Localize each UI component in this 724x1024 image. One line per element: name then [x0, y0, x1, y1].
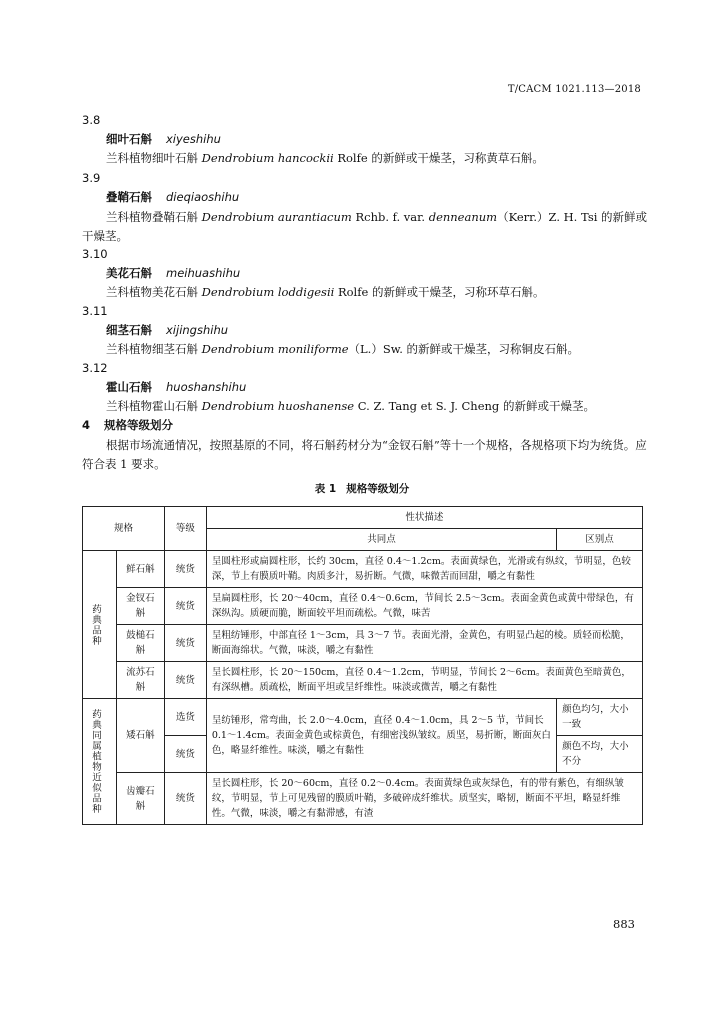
header-desc: 性状描述 [206, 507, 642, 529]
term-heading [106, 379, 246, 395]
diff-desc: 颜色不均，大小不分 [557, 736, 643, 773]
table-header-row [83, 507, 643, 529]
table-number: 表 1 [314, 483, 337, 495]
term-number: 3.12 [82, 361, 108, 375]
latin-name: Dendrobium huoshanense [201, 399, 355, 413]
common-desc: 呈粗纺锤形，中部直径 1～3cm，具 3～7 节。表面光滑，金黄色，有明显凸起的棱。质轻而松脆，断面海绵状。气微，味淡，嚼之有黏性 [206, 625, 642, 662]
term-number: 3.8 [82, 113, 101, 127]
diff-desc: 颜色均匀，大小一致 [557, 699, 643, 736]
section-paragraph: 根据市场流通情况，按照基原的不同，将石斛药材分为“金钗石斛”等十一个规格，各规格项下均为统货。应符合表 1 要求。 [82, 438, 647, 471]
header-spec: 规格 [83, 507, 165, 551]
latin-name: Dendrobium aurantiacum [201, 210, 352, 224]
term-name: 霍山石斛 [106, 380, 152, 394]
grade-cell: 统货 [164, 588, 206, 625]
common-desc: 呈圆柱形或扁圆柱形，长约 30cm，直径 0.4～1.2cm。表面黄绿色，光滑或有纵纹，节明显，色较深，节上有膜质叶鞘。肉质多汁，易折断。气微，味微苦而回甜，嚼之有黏性 [206, 551, 642, 588]
spec-name: 金钗石斛 [116, 588, 164, 625]
group-label: 药典同属植物近似品种 [83, 699, 117, 825]
term-name: 细茎石斛 [106, 323, 152, 337]
grade-cell: 选货 [164, 699, 206, 736]
latin-name: Dendrobium hancockii [201, 151, 334, 165]
group-label: 药典品种 [83, 551, 117, 699]
grade-cell: 统货 [164, 551, 206, 588]
term-name: 细叶石斛 [106, 132, 152, 146]
table-row [83, 699, 643, 736]
term-heading [106, 131, 221, 147]
term-definition: 兰科植物叠鞘石斛 Dendrobium aurantiacum Rchb. f. var. denneanum（Kerr.）Z. H. Tsi 的新鲜或干燥茎。 [82, 210, 648, 243]
table-row [83, 625, 643, 662]
term-definition: 兰科植物霍山石斛 Dendrobium huoshanense C. Z. Tang et S. J. Cheng 的新鲜或干燥茎。 [106, 399, 595, 413]
grade-cell: 统货 [164, 773, 206, 825]
common-desc: 呈纺锤形，常弯曲，长 2.0～4.0cm，直径 0.4～1.0cm，具 2～5 节，节间长 0.1～1.4cm。表面金黄色或棕黄色，有细密浅纵皱纹。质坚，易折断，断面灰白色，略显纤维性。味淡，嚼之有黏性 [206, 699, 556, 773]
common-desc: 呈长圆柱形，长 20～150cm，直径 0.4～1.2cm，节明显，节间长 2～6cm。表面黄色至暗黄色，有深纵槽。质疏松，断面平坦或呈纤维性。味淡或微苦，嚼之有黏性 [206, 662, 642, 699]
term-definition: 兰科植物美花石斛 Dendrobium loddigesii Rolfe 的新鲜或干燥茎，习称环草石斛。 [106, 285, 545, 299]
table-caption [0, 481, 724, 496]
standard-number: T/CACM 1021.113—2018 [507, 84, 641, 95]
latin-variety: denneanum [428, 210, 498, 224]
term-definition: 兰科植物细叶石斛 Dendrobium hancockii Rolfe 的新鲜或干燥茎，习称黄草石斛。 [106, 151, 544, 165]
spec-name: 矮石斛 [116, 699, 164, 773]
section-heading [82, 417, 173, 433]
latin-name: Dendrobium moniliforme [201, 342, 349, 356]
term-number: 3.9 [82, 171, 101, 185]
table-row [83, 588, 643, 625]
table-title: 规格等级划分 [346, 483, 410, 495]
term-name: 叠鞘石斛 [106, 190, 152, 204]
spec-name: 流苏石斛 [116, 662, 164, 699]
term-pinyin: huoshanshihu [166, 380, 247, 394]
header-grade: 等级 [164, 507, 206, 551]
term-heading [106, 265, 240, 281]
term-pinyin: xiyeshihu [166, 132, 221, 146]
table-row [83, 551, 643, 588]
grade-cell: 统货 [164, 625, 206, 662]
term-number: 3.10 [82, 247, 108, 261]
spec-name: 鼓槌石斛 [116, 625, 164, 662]
section-title: 规格等级划分 [104, 418, 174, 432]
term-pinyin: meihuashihu [166, 266, 241, 280]
page-number: 883 [613, 917, 635, 931]
table-row [83, 773, 643, 825]
term-name: 美花石斛 [106, 266, 152, 280]
common-desc: 呈长圆柱形，长 20～60cm，直径 0.2～0.4cm。表面黄绿色或灰绿色，有的带有紫色，有细纵皱纹，节明显，节上可见残留的膜质叶鞘，多破碎成纤维状。质坚实，略韧，断面不平坦，略显纤维性。气微，味淡，嚼之有黏滞感，有渣 [206, 773, 642, 825]
term-pinyin: xijingshihu [166, 323, 229, 337]
term-number: 3.11 [82, 304, 108, 318]
term-pinyin: dieqiaoshihu [166, 190, 240, 204]
term-heading [106, 189, 239, 205]
spec-grade-table [82, 506, 643, 825]
term-heading [106, 322, 228, 338]
common-desc: 呈扁圆柱形，长 20～40cm，直径 0.4～0.6cm，节间长 2.5～3cm。表面金黄色或黄中带绿色，有深纵沟。质硬而脆，断面较平坦而疏松。气微，味苦 [206, 588, 642, 625]
grade-cell: 统货 [164, 736, 206, 773]
latin-name: Dendrobium loddigesii [201, 285, 335, 299]
header-common: 共同点 [206, 529, 556, 551]
table-row [83, 662, 643, 699]
section-number: 4 [82, 418, 91, 432]
header-diff: 区别点 [557, 529, 643, 551]
spec-name: 齿瓣石斛 [116, 773, 164, 825]
term-definition: 兰科植物细茎石斛 Dendrobium moniliforme（L.）Sw. 的新鲜或干燥茎，习称铜皮石斛。 [106, 342, 580, 356]
grade-cell: 统货 [164, 662, 206, 699]
spec-name: 鲜石斛 [116, 551, 164, 588]
